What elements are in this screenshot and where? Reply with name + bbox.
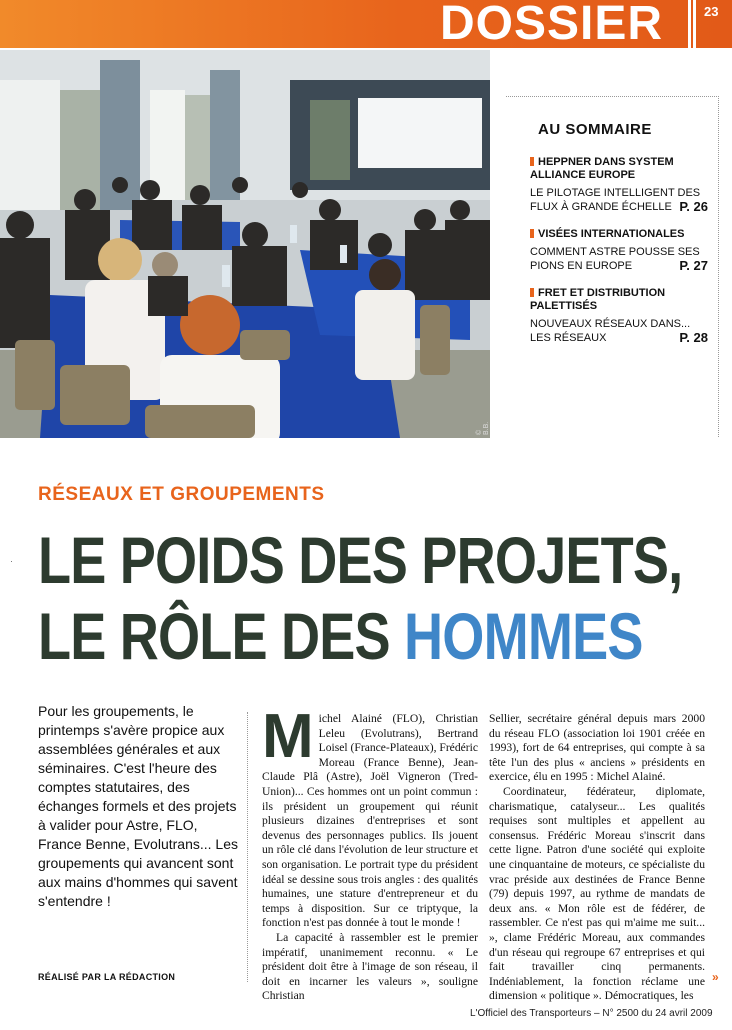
toc-item-heading: HEPPNER DANS SYSTEM ALLIANCE EUROPE <box>530 156 674 181</box>
body-paragraph: Sellier, secrétaire général depuis mars 2000 du réseau FLO (association loi 1901 créée en 1993), fort de 64 entreprises, qui compte à sa tête l'un des plus « anciens » présidents en exercice, élu en 1995 : Michel Alainé. <box>489 712 705 784</box>
headline-line-1: LE POIDS DES PROJETS, <box>38 523 683 597</box>
toc-item[interactable] <box>530 228 708 273</box>
bullet-marker <box>530 288 534 297</box>
toc-item-heading: FRET ET DISTRIBUTION PALETTISÉS <box>530 287 666 312</box>
bullet-marker <box>530 229 534 238</box>
drop-cap: M <box>262 702 314 771</box>
body-paragraph: Coordinateur, fédérateur, diplomate, charismatique, catalyseur... Les qualités requises sont multiples et appellent au consensus. Frédéric Moreau s'inscrit dans cette ligne. Patron d'une société qui exploite une cinquantaine de moteurs, ce spécialiste du vrac préside aux destinées de France Benne (79) depuis 1997, au rythme de mandats de deux ans. « Mon rôle est de fédérer, de rassembler. Ce n'est pas qui m'aime me suit... », clame Frédéric Moreau, aux commandes d'un réseau qui regroupe 67 entreprises et qui fait travailler cinq permanents. Indéniablement, la fonction réclame une dimension « politique ». Démocratiques, les <box>489 784 705 1003</box>
photo-credit: © B.B. <box>476 421 490 435</box>
column-separator <box>247 712 248 982</box>
toc-item-text: COMMENT ASTRE POUSSE SES PIONS EN EUROPE <box>530 246 700 272</box>
toc-item-page: P. 26 <box>679 199 708 214</box>
headline-line-2-start: LE RÔLE DES <box>38 599 405 673</box>
article-rubric: RÉSEAUX ET GROUPEMENTS <box>38 484 325 505</box>
article-column-1 <box>262 702 479 1004</box>
article-column-2 <box>489 712 705 1004</box>
article-headline <box>38 522 682 674</box>
bullet-marker <box>530 157 534 166</box>
conference-illustration <box>0 50 490 438</box>
section-banner <box>0 0 732 48</box>
toc-item[interactable] <box>530 156 708 214</box>
toc-title: AU SOMMAIRE <box>538 121 652 138</box>
toc-item-page: P. 28 <box>679 330 708 345</box>
section-title: DOSSIER <box>440 0 664 50</box>
continue-arrows[interactable]: » <box>712 970 719 984</box>
toc-item-heading: VISÉES INTERNATIONALES <box>538 228 685 240</box>
article-byline: RÉALISÉ PAR LA RÉDACTION <box>38 972 176 982</box>
body-paragraph: La capacité à rassembler est le premier impératif, unanimement reconnu. « Le président doit être à l'image de son réseau, il doit en incarner les valeurs », souligne Christian <box>262 930 478 1003</box>
conference-photo <box>0 50 490 438</box>
banner-divider <box>688 0 696 48</box>
toc-item-text: LE PILOTAGE INTELLIGENT DES FLUX À GRANDE ÉCHELLE <box>530 187 701 213</box>
headline-highlight: HOMMES <box>404 599 643 673</box>
page-number: 23 <box>704 4 719 19</box>
toc-item-text: NOUVEAUX RÉSEAUX DANS... LES RÉSEAUX <box>530 318 691 344</box>
article-intro: Pour les groupements, le printemps s'avère propice aux assemblées générales et aux séminaires. C'est l'heure des comptes statutaires, des échanges formels et des projets à valider pour Astre, FLO, France Benne, Evolutrans... Les groupements qui avancent sont aux mains d'hommes qui savent s'entendre ! <box>38 703 238 909</box>
margin-mark: · <box>10 556 13 566</box>
headline-line-2 <box>38 598 682 674</box>
body-paragraph: ichel Alainé (FLO), Christian Leleu (Evolutrans), Bertrand Loisel (France-Plateaux), Frédéric Moreau (France Benne), Jean-Claude Plâ (Astre), Joël Vigneron (Tred-Union)... Ces hommes ont un point commun : ils président un groupement qui réunit plusieurs dizaines d'entreprises et sont devenus des personnages publics. Ils jouent un rôle clé dans l'évolution de leur structure et son organisation. Le portrait type du président idéal se dessine sous trois angles : des qualités humaines, une stature d'entrepreneur et du temps à disposition. Sur ce triptyque, la fonction n'est pas donnée à tout le monde ! <box>262 712 479 930</box>
toc-item-page: P. 27 <box>679 258 708 273</box>
toc-item[interactable] <box>530 287 708 345</box>
page-footer: L'Officiel des Transporteurs – N° 2500 du 24 avril 2009 <box>470 1008 713 1019</box>
table-of-contents <box>506 96 719 437</box>
